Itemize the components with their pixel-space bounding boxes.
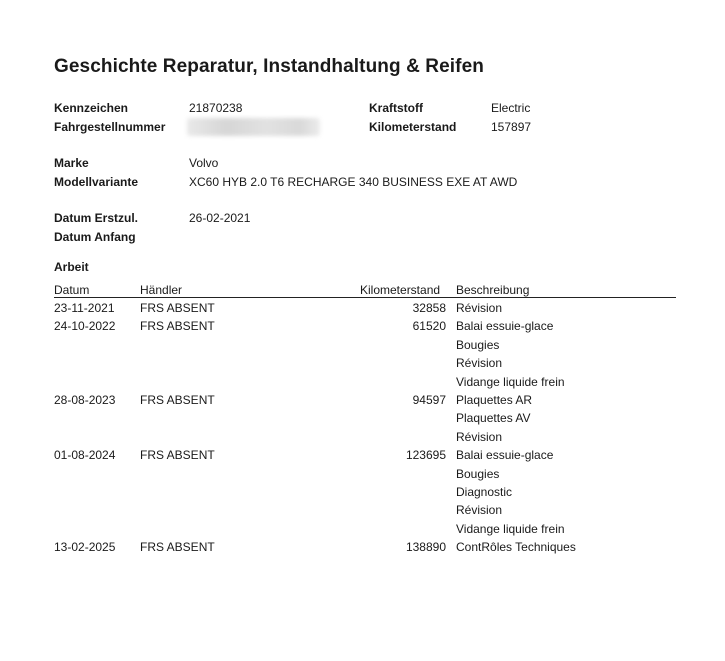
- cell-beschreibung: Révision: [456, 301, 503, 315]
- cell-kilometerstand: 61520: [412, 319, 446, 334]
- datum-anfang-label: Datum Anfang: [54, 230, 136, 244]
- table-row: [0, 466, 725, 484]
- cell-beschreibung: Vidange liquide frein: [456, 521, 565, 536]
- table-row: [0, 318, 725, 336]
- section-title-arbeit: Arbeit: [54, 260, 89, 274]
- cell-beschreibung: ContRôles Techniques: [456, 540, 576, 555]
- kennzeichen-label: Kennzeichen: [54, 101, 129, 115]
- cell-haendler: FRS ABSENT: [140, 540, 215, 555]
- cell-beschreibung: Balai essuie-glace: [456, 448, 554, 463]
- datum-erstzul-value: 26-02-2021: [189, 211, 251, 225]
- work-table: [0, 300, 725, 557]
- cell-haendler: FRS ABSENT: [140, 392, 215, 407]
- cell-kilometerstand: 123695: [405, 448, 446, 463]
- table-row: [0, 355, 725, 373]
- cell-datum: 01-08-2024: [54, 448, 116, 463]
- modellvariante-value: XC60 HYB 2.0 T6 RECHARGE 340 BUSINESS EXE AT AWD: [189, 175, 518, 189]
- cell-kilometerstand: 32858: [412, 301, 446, 315]
- column-header-datum: Datum: [54, 283, 90, 297]
- modellvariante-label: Modellvariante: [54, 175, 139, 189]
- page-title: Geschichte Reparatur, Instandhaltung & Reifen: [54, 56, 484, 77]
- kilometerstand-label: Kilometerstand: [369, 120, 457, 134]
- cell-datum: 24-10-2022: [54, 319, 116, 334]
- table-row: [0, 337, 725, 355]
- cell-datum: 28-08-2023: [54, 392, 116, 407]
- cell-beschreibung: Révision: [456, 356, 503, 371]
- table-row: [0, 539, 725, 557]
- cell-kilometerstand: 94597: [412, 392, 446, 407]
- table-row: [0, 374, 725, 392]
- cell-beschreibung: Bougies: [456, 466, 500, 481]
- cell-beschreibung: Bougies: [456, 337, 500, 352]
- header-divider: [54, 297, 676, 298]
- column-header-beschreibung: Beschreibung: [456, 283, 530, 297]
- cell-datum: 23-11-2021: [54, 301, 115, 315]
- cell-haendler: FRS ABSENT: [140, 448, 215, 463]
- table-row: [0, 502, 725, 520]
- cell-datum: 13-02-2025: [54, 540, 116, 555]
- kennzeichen-value: 21870238: [189, 101, 243, 115]
- column-header-kilometerstand: Kilometerstand: [360, 283, 441, 297]
- cell-haendler: FRS ABSENT: [140, 301, 215, 315]
- cell-haendler: FRS ABSENT: [140, 319, 215, 334]
- kraftstoff-value: Electric: [491, 101, 531, 115]
- fahrgestellnummer-label: Fahrgestellnummer: [54, 120, 166, 134]
- table-row: [0, 392, 725, 410]
- cell-kilometerstand: 138890: [405, 540, 446, 555]
- datum-erstzul-label: Datum Erstzul.: [54, 211, 139, 225]
- table-row: [0, 447, 725, 465]
- kilometerstand-value: 157897: [491, 120, 532, 134]
- cell-beschreibung: Plaquettes AR: [456, 392, 533, 407]
- table-row: [0, 484, 725, 502]
- cell-beschreibung: Plaquettes AV: [456, 411, 531, 426]
- table-row: [0, 410, 725, 428]
- cell-beschreibung: Révision: [456, 429, 503, 444]
- cell-beschreibung: Vidange liquide frein: [456, 374, 565, 389]
- table-row: [0, 300, 725, 318]
- redacted-vin: [187, 118, 320, 136]
- cell-beschreibung: Révision: [456, 503, 503, 518]
- table-row: [0, 429, 725, 447]
- cell-beschreibung: Balai essuie-glace: [456, 319, 554, 334]
- cell-beschreibung: Diagnostic: [456, 484, 513, 499]
- marke-label: Marke: [54, 156, 89, 170]
- column-header-haendler: Händler: [140, 283, 183, 297]
- kraftstoff-label: Kraftstoff: [369, 101, 423, 115]
- table-row: [0, 521, 725, 539]
- marke-value: Volvo: [189, 156, 219, 170]
